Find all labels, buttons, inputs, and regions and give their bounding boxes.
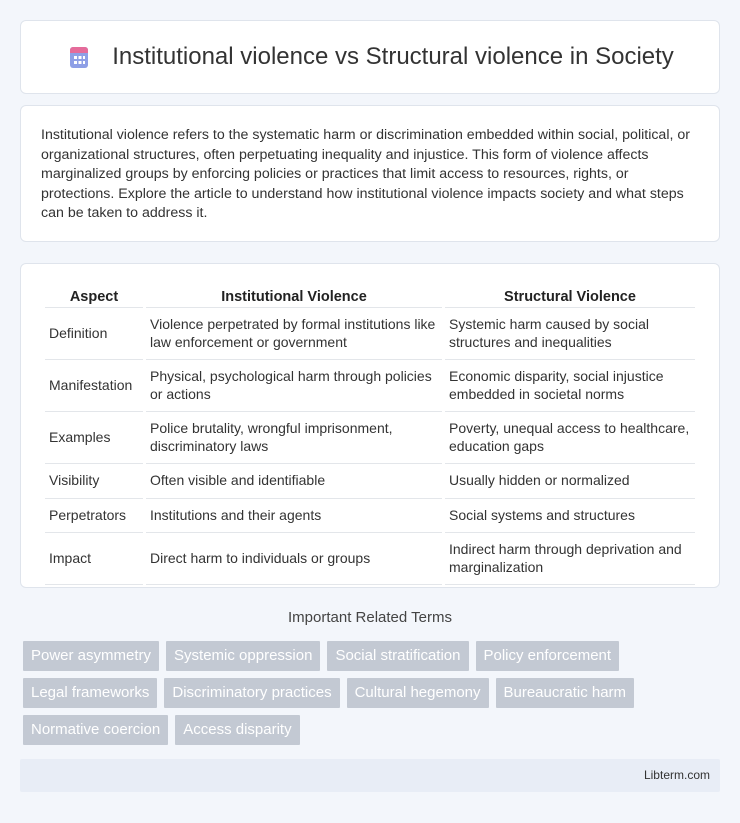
intro-card [20,105,720,242]
page-title: Institutional violence vs Structural violence in Society [112,43,674,70]
table-row [45,499,695,534]
term-tag[interactable]: Access disparity [175,715,299,745]
table-row [45,360,695,412]
footer-site-link[interactable]: Libterm.com [643,768,710,782]
term-tag[interactable]: Bureaucratic harm [496,678,635,708]
row-aspect: Visibility [45,464,143,499]
term-tag[interactable]: Social stratification [327,641,468,671]
row-aspect: Perpetrators [45,499,143,534]
comparison-table [42,282,698,585]
term-tag[interactable]: Cultural hegemony [347,678,489,708]
row-institutional: Police brutality, wrongful imprisonment, discriminatory laws [146,412,442,464]
intro-text: Institutional violence refers to the systematic harm or discrimination embedded within social, political, or organizational structures, often perpetuating inequality and injustice. This form of violence affects marginalized groups by enforcing policies or practices that limit access to resources, rights, or protections. Explore the article to understand how institutional violence impacts society and what steps can be taken to address it. [41,127,690,221]
header-institutional: Institutional Violence [146,282,442,308]
row-structural: Poverty, unequal access to healthcare, education gaps [445,412,695,464]
row-institutional: Direct harm to individuals or groups [146,533,442,585]
header-aspect: Aspect [45,282,143,308]
table-row [45,308,695,360]
related-terms-title: Important Related Terms [288,609,452,626]
row-institutional: Physical, psychological harm through policies or actions [146,360,442,412]
table-row [45,412,695,464]
table-row [45,464,695,499]
related-terms-list [23,641,723,745]
term-tag[interactable]: Policy enforcement [476,641,620,671]
term-tag[interactable]: Systemic oppression [166,641,320,671]
table-row [45,533,695,585]
row-aspect: Impact [45,533,143,585]
row-institutional: Often visible and identifiable [146,464,442,499]
comparison-table-card [20,263,720,588]
footer [20,759,720,792]
term-tag[interactable]: Normative coercion [23,715,168,745]
row-institutional: Violence perpetrated by formal institutions like law enforcement or government [146,308,442,360]
term-tag[interactable]: Discriminatory practices [164,678,339,708]
term-tag[interactable]: Power asymmetry [23,641,159,671]
row-aspect: Examples [45,412,143,464]
table-header-row [45,282,695,308]
term-tag[interactable]: Legal frameworks [23,678,157,708]
header-structural: Structural Violence [445,282,695,308]
row-aspect: Manifestation [45,360,143,412]
row-institutional: Institutions and their agents [146,499,442,534]
row-structural: Systemic harm caused by social structures and inequalities [445,308,695,360]
document-icon [66,44,92,70]
title-card [20,20,720,94]
row-structural: Economic disparity, social injustice embedded in societal norms [445,360,695,412]
row-structural: Social systems and structures [445,499,695,534]
row-aspect: Definition [45,308,143,360]
row-structural: Usually hidden or normalized [445,464,695,499]
row-structural: Indirect harm through deprivation and marginalization [445,533,695,585]
